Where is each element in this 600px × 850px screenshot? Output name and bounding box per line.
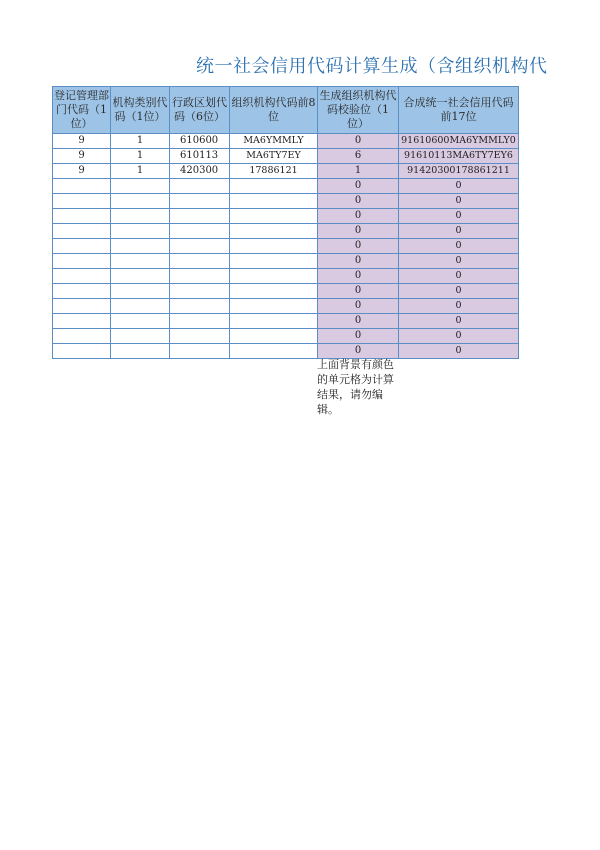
calc-note: 上面背景有颜色的单元格为计算结果，请勿编辑。 — [317, 358, 394, 416]
cell-dept-code[interactable] — [53, 254, 111, 269]
cell-check-digit[interactable]: 0 — [318, 344, 399, 359]
cell-org-code[interactable] — [230, 269, 318, 284]
header-org-type[interactable]: 机构类别代码（1位） — [111, 87, 170, 134]
cell-org-code[interactable] — [230, 209, 318, 224]
cell-result-code[interactable]: 0 — [399, 314, 519, 329]
cell-check-digit[interactable]: 0 — [318, 209, 399, 224]
table-row — [53, 194, 519, 209]
table-row — [53, 254, 519, 269]
cell-result-code[interactable]: 0 — [399, 179, 519, 194]
cell-org-type[interactable] — [111, 329, 170, 344]
header-check-digit[interactable]: 生成组织机构代码校验位（1位） — [318, 87, 399, 134]
cell-org-type[interactable]: 1 — [111, 149, 170, 164]
table-row — [53, 149, 519, 164]
header-result-17[interactable]: 合成统一社会信用代码前17位 — [399, 87, 519, 134]
cell-org-type[interactable]: 1 — [111, 164, 170, 179]
cell-dept-code[interactable] — [53, 344, 111, 359]
cell-region-code[interactable] — [170, 194, 230, 209]
table-row — [53, 269, 519, 284]
cell-dept-code[interactable] — [53, 224, 111, 239]
cell-result-code[interactable]: 0 — [399, 254, 519, 269]
cell-org-type[interactable] — [111, 194, 170, 209]
cell-dept-code[interactable] — [53, 209, 111, 224]
cell-check-digit[interactable]: 0 — [318, 299, 399, 314]
cell-org-type[interactable] — [111, 314, 170, 329]
cell-result-code[interactable]: 0 — [399, 269, 519, 284]
header-dept-code[interactable]: 登记管理部门代码（1位） — [53, 87, 111, 134]
cell-org-type[interactable] — [111, 179, 170, 194]
table-row — [53, 179, 519, 194]
cell-check-digit[interactable]: 0 — [318, 254, 399, 269]
cell-org-code[interactable]: 17886121 — [230, 164, 318, 179]
table-row — [53, 164, 519, 179]
credit-code-table — [52, 86, 519, 359]
cell-region-code[interactable] — [170, 329, 230, 344]
cell-org-code[interactable]: MA6TY7EY — [230, 149, 318, 164]
cell-dept-code[interactable] — [53, 179, 111, 194]
cell-org-code[interactable] — [230, 179, 318, 194]
cell-region-code[interactable] — [170, 179, 230, 194]
cell-check-digit[interactable]: 0 — [318, 224, 399, 239]
cell-region-code[interactable] — [170, 254, 230, 269]
cell-org-code[interactable]: MA6YMMLY — [230, 134, 318, 149]
cell-check-digit[interactable]: 0 — [318, 134, 399, 149]
cell-org-code[interactable] — [230, 284, 318, 299]
cell-result-code[interactable]: 91610113MA6TY7EY6 — [399, 149, 519, 164]
cell-region-code[interactable]: 610113 — [170, 149, 230, 164]
cell-org-type[interactable] — [111, 209, 170, 224]
header-region-code[interactable]: 行政区划代码（6位） — [170, 87, 230, 134]
cell-region-code[interactable]: 610600 — [170, 134, 230, 149]
table-row — [53, 299, 519, 314]
table-row — [53, 314, 519, 329]
cell-result-code[interactable]: 91610600MA6YMMLY0 — [399, 134, 519, 149]
cell-org-code[interactable] — [230, 299, 318, 314]
cell-dept-code[interactable] — [53, 314, 111, 329]
header-row — [53, 87, 519, 134]
cell-check-digit[interactable]: 0 — [318, 284, 399, 299]
cell-check-digit[interactable]: 6 — [318, 149, 399, 164]
cell-check-digit[interactable]: 0 — [318, 194, 399, 209]
sheet-title: 统一社会信用代码计算生成（含组织机构代 — [196, 56, 548, 77]
cell-result-code[interactable]: 0 — [399, 329, 519, 344]
cell-dept-code[interactable] — [53, 239, 111, 254]
table-row — [53, 224, 519, 239]
table-row — [53, 209, 519, 224]
cell-dept-code[interactable] — [53, 329, 111, 344]
cell-org-type[interactable] — [111, 269, 170, 284]
cell-dept-code[interactable]: 9 — [53, 134, 111, 149]
cell-org-code[interactable] — [230, 194, 318, 209]
cell-org-type[interactable]: 1 — [111, 134, 170, 149]
cell-region-code[interactable] — [170, 209, 230, 224]
cell-dept-code[interactable]: 9 — [53, 149, 111, 164]
cell-org-type[interactable] — [111, 239, 170, 254]
cell-result-code[interactable]: 0 — [399, 299, 519, 314]
table-row — [53, 239, 519, 254]
table-row — [53, 329, 519, 344]
cell-check-digit[interactable]: 0 — [318, 269, 399, 284]
cell-org-type[interactable] — [111, 284, 170, 299]
table-row — [53, 284, 519, 299]
cell-region-code[interactable]: 420300 — [170, 164, 230, 179]
cell-check-digit[interactable]: 1 — [318, 164, 399, 179]
cell-dept-code[interactable] — [53, 299, 111, 314]
cell-region-code[interactable] — [170, 239, 230, 254]
cell-region-code[interactable] — [170, 299, 230, 314]
cell-org-code[interactable] — [230, 329, 318, 344]
cell-result-code[interactable]: 0 — [399, 284, 519, 299]
cell-dept-code[interactable] — [53, 269, 111, 284]
cell-region-code[interactable] — [170, 224, 230, 239]
cell-result-code[interactable]: 0 — [399, 239, 519, 254]
cell-result-code[interactable]: 0 — [399, 209, 519, 224]
cell-region-code[interactable] — [170, 344, 230, 359]
cell-region-code[interactable] — [170, 314, 230, 329]
cell-org-type[interactable] — [111, 344, 170, 359]
table-row — [53, 344, 519, 359]
cell-dept-code[interactable] — [53, 284, 111, 299]
cell-check-digit[interactable]: 0 — [318, 314, 399, 329]
cell-region-code[interactable] — [170, 269, 230, 284]
cell-result-code[interactable]: 91420300178861211 — [399, 164, 519, 179]
sheet-title-area — [0, 52, 600, 82]
cell-check-digit[interactable]: 0 — [318, 239, 399, 254]
table-row — [53, 134, 519, 149]
header-org-code-8[interactable]: 组织机构代码前8位 — [230, 87, 318, 134]
cell-check-digit[interactable]: 0 — [318, 179, 399, 194]
cell-org-type[interactable] — [111, 224, 170, 239]
table-body — [53, 134, 519, 359]
cell-region-code[interactable] — [170, 284, 230, 299]
cell-org-code[interactable] — [230, 224, 318, 239]
cell-org-code[interactable] — [230, 314, 318, 329]
cell-org-code[interactable] — [230, 344, 318, 359]
cell-result-code[interactable]: 0 — [399, 194, 519, 209]
cell-result-code[interactable]: 0 — [399, 344, 519, 359]
cell-dept-code[interactable] — [53, 194, 111, 209]
cell-dept-code[interactable]: 9 — [53, 164, 111, 179]
cell-org-type[interactable] — [111, 299, 170, 314]
cell-org-code[interactable] — [230, 254, 318, 269]
cell-org-type[interactable] — [111, 254, 170, 269]
cell-check-digit[interactable]: 0 — [318, 329, 399, 344]
cell-result-code[interactable]: 0 — [399, 224, 519, 239]
cell-org-code[interactable] — [230, 239, 318, 254]
